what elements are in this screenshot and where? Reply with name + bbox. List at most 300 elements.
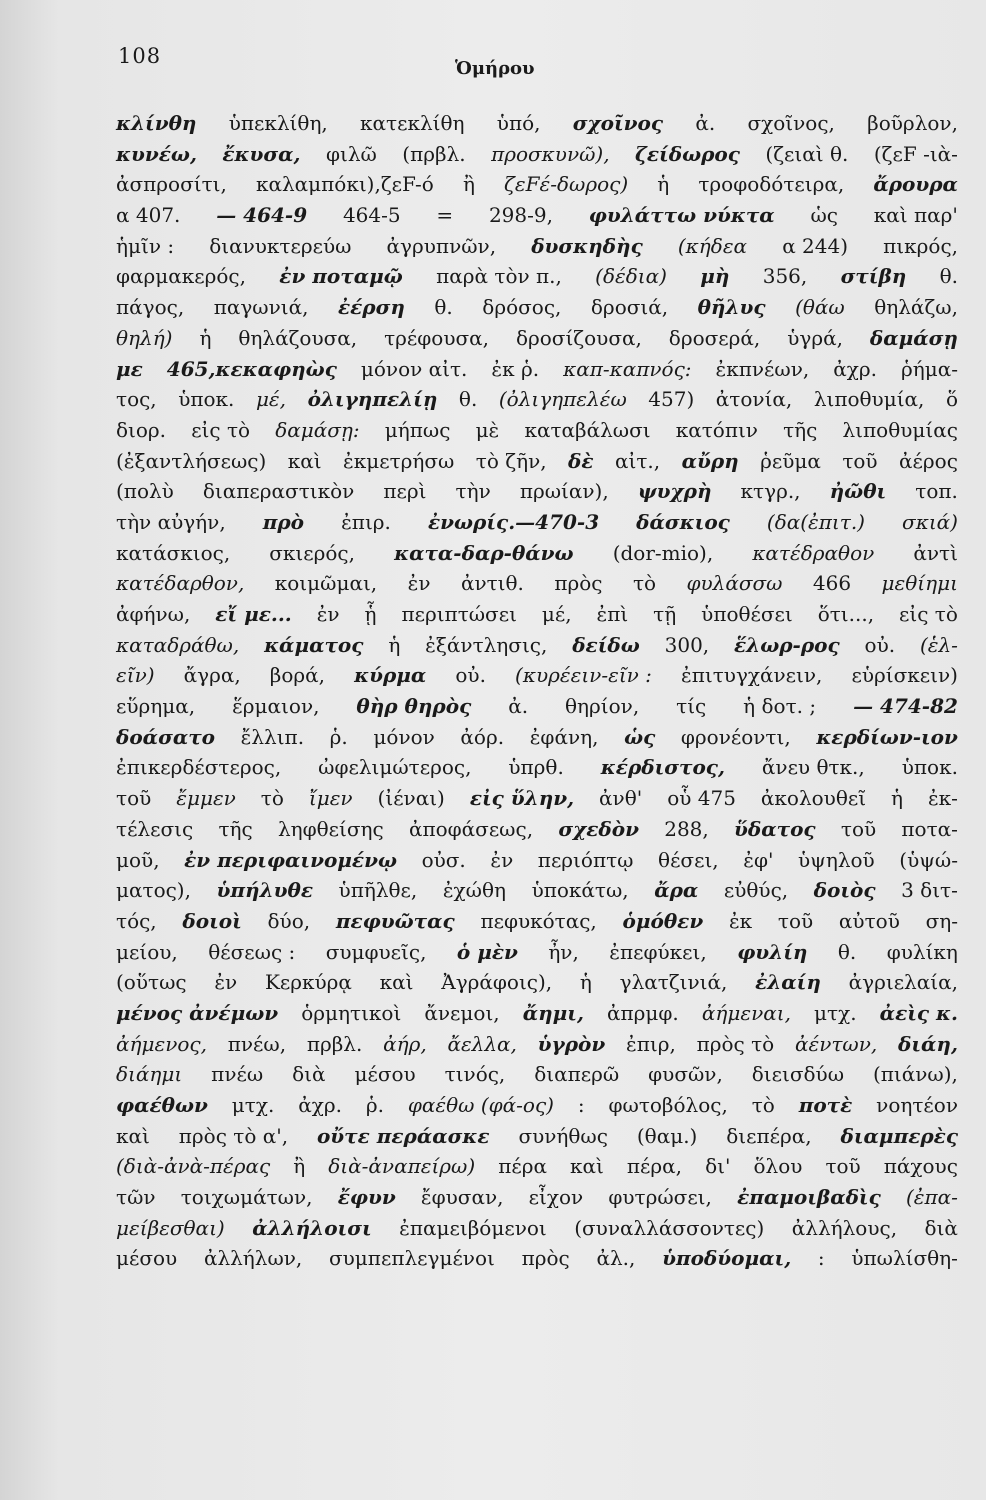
text-word: διανυκτερεύω <box>209 233 352 258</box>
text-word: ἀποφάσεως, <box>408 816 534 841</box>
text-word: τοιχωμάτων, <box>180 1185 313 1210</box>
text-word: οὗ 475 <box>667 786 736 811</box>
text-word: διὰ-ἀναπείρω) <box>328 1154 476 1179</box>
lemma-word: ἄρα <box>654 878 699 903</box>
lemma-word: 465,κεκαφηὼς <box>166 356 337 381</box>
text-word: προσκυνῶ), <box>491 141 610 166</box>
text-word: (ἐπα- <box>905 1185 958 1210</box>
text-word: μεθίημι <box>881 571 958 596</box>
text-word: ἀήρ, <box>383 1031 427 1056</box>
text-word: ἀλλήλων, <box>203 1246 303 1271</box>
text-line <box>116 937 958 968</box>
lemma-word: δὲ <box>568 448 594 473</box>
text-word: καταβάλωσι <box>524 417 651 442</box>
text-word: ἄγρα, <box>183 663 241 688</box>
text-line <box>116 1243 958 1274</box>
text-word: γλατζινιά, <box>619 970 728 995</box>
text-word: ᾗ <box>364 602 377 626</box>
text-line <box>116 1182 958 1213</box>
text-line <box>116 722 958 753</box>
text-word: ἀπρμφ. <box>607 1000 679 1025</box>
text-word: ὅλου <box>753 1154 803 1179</box>
lemma-word: ὑπήλυθε <box>216 878 313 903</box>
text-line <box>116 998 958 1029</box>
text-word: εἰς τὸ <box>191 417 251 442</box>
lemma-word: φυλάττω νύκτα <box>588 203 775 228</box>
text-word: ἀφήνω, <box>116 602 191 626</box>
text-word: ἡ <box>657 172 670 197</box>
text-word: καὶ παρ' <box>873 203 958 228</box>
text-line <box>116 1121 958 1152</box>
text-line <box>116 1090 958 1121</box>
text-word: φυτρώσει, <box>608 1185 712 1210</box>
text-line <box>116 354 958 385</box>
lemma-word: δυσκηδὴς <box>531 233 643 258</box>
text-line <box>116 752 958 783</box>
text-word: ἢ <box>293 1154 306 1179</box>
text-word: ἀχρ. <box>298 1093 342 1117</box>
lemma-word: κλίνθη <box>116 111 197 135</box>
text-word: ἐχώθη <box>442 878 507 903</box>
lemma-word: κατα-δαρ-θάνω <box>394 540 574 565</box>
text-word: τῇ <box>653 602 677 626</box>
text-word: κατόπιν <box>675 417 758 442</box>
text-word: τίς <box>676 694 707 719</box>
text-word: δροσιά, <box>590 295 669 320</box>
text-word: 3 διτ- <box>901 878 958 903</box>
text-word: οὐσ. <box>421 847 466 872</box>
lemma-word: ἐνωρίς.—470-3 <box>427 509 600 534</box>
text-word: μείβεσθαι) <box>116 1215 225 1240</box>
text-word: ἀ. <box>508 694 529 719</box>
text-word: ὅ <box>945 387 958 412</box>
text-word: ὑποκ. <box>901 755 958 780</box>
text-word: τοῦ <box>777 908 814 933</box>
text-word: μτχ. <box>814 1000 857 1025</box>
text-word: ἐν <box>316 602 340 626</box>
text-word: ἀγριελαία, <box>848 970 958 995</box>
text-word: καὶ <box>287 448 322 473</box>
text-line <box>116 476 958 507</box>
text-word: ἀ. <box>695 111 716 135</box>
text-line <box>116 169 958 200</box>
lemma-word: πεφυῶτας <box>335 908 455 933</box>
text-word: Κερκύρᾳ <box>264 970 352 995</box>
text-word: ὑποκ. <box>178 387 235 412</box>
text-word: 356, <box>762 264 808 289</box>
lemma-word: ἄρουρα <box>873 172 958 197</box>
lemma-word: ἄημι, <box>522 1000 584 1025</box>
text-word: ἐπιτυγχάνειν, <box>681 663 823 688</box>
lemma-word: — 474-82 <box>853 694 958 719</box>
text-word: ποτα- <box>901 816 958 841</box>
text-word: ὁρμητικοὶ <box>301 1000 402 1025</box>
text-word: ἀγρυπνῶν, <box>386 233 497 258</box>
text-word: (ἰέναι) <box>377 786 445 811</box>
text-word: ἀχρ. <box>833 356 877 381</box>
lemma-word: θὴρ θηρὸς <box>356 694 472 719</box>
text-word: τος, <box>116 387 157 412</box>
text-word: ὑποκάτω, <box>531 878 629 903</box>
lemma-word: σχεδὸν <box>558 816 639 841</box>
text-line <box>116 691 958 722</box>
text-word: ἀέρος <box>899 448 958 473</box>
lemma-word: δείδω <box>572 632 640 657</box>
lemma-word: εἰς ὕλην, <box>469 786 575 811</box>
text-word: φυλάσσω <box>686 571 783 596</box>
text-word: 464-5 <box>342 203 401 228</box>
text-line <box>116 292 958 323</box>
text-word: ὑγρά, <box>787 325 843 350</box>
text-line <box>116 568 958 599</box>
lemma-word: ἐλαίη <box>755 970 821 995</box>
text-word: τὴν αὐγήν, <box>116 509 226 534</box>
text-word: δροσερά, <box>668 325 761 350</box>
text-word: ἕρμαιον, <box>232 694 320 719</box>
text-word: ἀόρ. <box>460 724 505 749</box>
text-word: α 407. <box>116 203 181 228</box>
lemma-word: ἐν περιφαινομένῳ <box>184 847 397 872</box>
text-word: (θαμ.) <box>636 1123 698 1148</box>
text-word: τροφοδότειρα, <box>698 172 845 197</box>
text-line <box>116 323 958 354</box>
text-line <box>116 261 958 292</box>
text-line <box>116 231 958 262</box>
text-word: κοιμῶμαι, <box>274 571 378 596</box>
text-word: ἴμεν <box>308 786 353 811</box>
commentary-text <box>116 108 958 1274</box>
text-word: πάγος, <box>116 295 185 320</box>
text-word: θ. <box>939 264 958 289</box>
text-word: τῆς <box>218 816 253 841</box>
text-word: δύο, <box>267 908 311 933</box>
text-word: εὕρημα, <box>116 694 196 719</box>
text-word: (ἑλ- <box>919 632 958 657</box>
lemma-word: ὁ μὲν <box>456 939 518 964</box>
lemma-word: ὕδατος <box>734 816 816 841</box>
text-word: πικρός, <box>883 233 958 258</box>
text-word: ἀλλήλους, <box>791 1215 898 1240</box>
lemma-word: ὀλιγηπελίῃ <box>307 387 438 412</box>
text-word: δαμάσῃ: <box>275 417 360 442</box>
text-word: τὴν <box>455 479 491 504</box>
text-word: κτγρ., <box>740 479 801 504</box>
text-word: μοῦ, <box>116 847 160 872</box>
text-word: ἐφάνη, <box>529 724 599 749</box>
text-word: τὸ <box>632 571 657 596</box>
text-word: τῶν <box>116 1185 156 1210</box>
text-word: τὸ ζῆν, <box>475 448 547 473</box>
text-word: περιπτώσει <box>401 602 517 626</box>
text-word: ἄελλα, <box>447 1031 517 1056</box>
text-word: ὑπρθ. <box>508 755 564 780</box>
text-word: διάημι <box>116 1062 183 1087</box>
text-word: πνέω <box>211 1062 264 1087</box>
text-word: : <box>577 1093 585 1117</box>
text-word: πέρα, <box>626 1154 683 1179</box>
text-word: 466 <box>812 571 852 596</box>
running-head: Ὁμήρου <box>455 58 535 79</box>
text-word: ἀντὶ <box>913 540 958 565</box>
text-word: ῥήμα- <box>900 356 958 381</box>
lemma-word: κυνέω, <box>116 141 197 166</box>
text-word: οὐ. <box>455 663 486 688</box>
text-word: (συναλλάσσοντες) <box>574 1215 765 1240</box>
text-word: = <box>436 203 454 228</box>
text-word: κατάσκιος, <box>116 540 231 565</box>
text-word: πάχους <box>883 1154 958 1179</box>
text-line <box>116 384 958 415</box>
text-word: μέσου <box>354 1062 416 1087</box>
text-line <box>116 200 958 231</box>
lemma-word: — 464-9 <box>216 203 308 228</box>
text-line <box>116 538 958 569</box>
text-word: 288, <box>664 816 709 841</box>
text-word: τινός, <box>444 1062 506 1087</box>
text-word: θηρίον, <box>565 694 640 719</box>
lemma-word: ἐν ποταμῷ <box>279 264 403 289</box>
text-word: σχοῖνος, <box>747 111 835 135</box>
text-word: ὑπωλίσθη- <box>851 1246 958 1271</box>
text-word: καὶ <box>379 970 414 995</box>
text-word: περὶ <box>383 479 427 504</box>
text-word: : <box>817 1246 825 1271</box>
text-word: αὐτοῦ <box>838 908 900 933</box>
text-word: (ἐξαντλήσεως) <box>116 448 267 473</box>
text-word: ῥ. <box>329 724 348 749</box>
text-word: τοῦ <box>825 1154 861 1179</box>
text-word: μόνον αἰτ. <box>360 356 468 381</box>
text-word: ἐπεφύκει, <box>609 939 707 964</box>
text-word: Ἀγράφοις), <box>441 970 553 995</box>
text-word: ἡ δοτ. ; <box>743 694 817 719</box>
text-word: φυλίκη <box>886 939 958 964</box>
text-word: ἀνθ' <box>599 786 643 811</box>
text-word: ἀσπροσίτι, <box>116 172 227 197</box>
lemma-word: ζείδωρος <box>635 141 740 166</box>
text-word: ὑπῆλθε, <box>338 878 418 903</box>
text-word: σκιερός, <box>269 540 355 565</box>
text-line <box>116 1059 958 1090</box>
lemma-word: ἔκυσα, <box>222 141 301 166</box>
text-line <box>116 108 958 139</box>
lemma-word: κύρμα <box>354 663 427 688</box>
text-word: τρέφουσα, <box>384 325 489 350</box>
text-word: ὑπεκλίθη, <box>228 111 328 135</box>
text-line <box>116 507 958 538</box>
lemma-word: εἴ με... <box>215 602 292 626</box>
text-word: τὸ <box>260 786 284 811</box>
text-word: ἔλλιπ. <box>240 724 305 749</box>
text-word: πνέω, <box>227 1031 287 1056</box>
lemma-word: ἀεὶς κ. <box>879 1000 958 1025</box>
text-word: καταδράθω, <box>116 632 240 657</box>
text-word: νοητέον <box>876 1093 958 1117</box>
lemma-word: ποτὲ <box>798 1093 853 1117</box>
lemma-word: διαμπερὲς <box>840 1123 958 1148</box>
text-word: πρὸς τὸ α', <box>178 1123 289 1148</box>
text-word: θηλάζω, <box>874 295 958 320</box>
text-word: πρὸς τὸ <box>696 1031 775 1056</box>
lemma-word: ὑγρὸν <box>537 1031 606 1056</box>
lemma-word: αὔρη <box>681 448 739 473</box>
text-word: ῥεῦμα <box>760 448 821 473</box>
text-word: ἔμμεν <box>176 786 236 811</box>
text-line <box>116 1029 958 1060</box>
text-word: θηλή) <box>116 325 173 350</box>
text-word: ἐπιρ, <box>626 1031 676 1056</box>
text-word: ἐπικερδέστερος, <box>116 755 282 780</box>
text-line <box>116 630 958 661</box>
text-word: φωτοβόλος, <box>608 1093 728 1117</box>
lemma-word: διάη, <box>898 1031 958 1056</box>
text-word: τὸ <box>751 1093 775 1117</box>
text-word: ληφθείσης <box>277 816 384 841</box>
text-line <box>116 660 958 691</box>
page-number: 108 <box>118 44 162 68</box>
text-word: (πολὺ <box>116 479 174 504</box>
lemma-word: πρὸ <box>262 509 305 534</box>
text-word: ἀήμενος, <box>116 1031 207 1056</box>
text-word: θ. <box>837 939 857 964</box>
text-word: φιλῶ <box>325 141 377 166</box>
text-word: σκιά) <box>902 509 958 534</box>
text-word: εἰς τὸ <box>899 602 958 626</box>
text-word: πρβλ. <box>306 1031 363 1056</box>
text-word: πέρα <box>498 1154 547 1179</box>
lemma-word: ἠῶθι <box>829 479 887 504</box>
text-word: ἄνεμοι, <box>424 1000 500 1025</box>
text-word: διὰ <box>292 1062 326 1087</box>
lemma-word: φαέθων <box>116 1093 208 1117</box>
lemma-word: ἐέρση <box>337 295 405 320</box>
text-line <box>116 814 958 845</box>
text-word: 300, <box>664 632 710 657</box>
text-word: ἀλ., <box>596 1246 636 1271</box>
text-word: ἐν <box>490 847 514 872</box>
text-word: (dor-mio), <box>612 540 714 565</box>
lemma-word: ὁμόθεν <box>622 908 704 933</box>
text-line <box>116 415 958 446</box>
text-word: καπ-καπνός: <box>563 356 692 381</box>
text-word: δι' <box>705 1154 731 1179</box>
text-word: μέσου <box>116 1246 178 1271</box>
text-word: ὑποθέσει <box>701 602 793 626</box>
text-word: διὰ <box>924 1215 958 1240</box>
text-word: ἡ <box>199 325 212 350</box>
text-word: ἀέντων, <box>794 1031 878 1056</box>
text-word: ἐκ- <box>927 786 958 811</box>
text-word: φαέθω (φά-ος) <box>407 1093 554 1117</box>
lemma-word: μὴ <box>700 264 730 289</box>
lemma-word: ψυχρὴ <box>637 479 712 504</box>
lemma-word: θῆλυς <box>697 295 766 320</box>
text-word: διαπερῶ <box>534 1062 620 1087</box>
lemma-word: στίβη <box>840 264 907 289</box>
text-word: πρωίαν), <box>519 479 609 504</box>
text-word: ἀκολουθεῖ <box>760 786 867 811</box>
text-word: οὐ. <box>864 632 896 657</box>
lemma-word: κέρδιστος, <box>600 755 725 780</box>
lemma-word: σχοῖνος <box>572 111 664 135</box>
text-word: κατέδαρθον, <box>116 571 245 596</box>
text-word: 298-9, <box>488 203 553 228</box>
text-word: διορ. <box>116 417 167 442</box>
text-word: παγωνιά, <box>213 295 309 320</box>
text-word: ζεFέ-δωρος) <box>504 172 629 197</box>
text-word: ἐν <box>407 571 431 596</box>
text-word: ἐκπνέων, <box>715 356 810 381</box>
lemma-word: με <box>116 356 143 381</box>
text-word: λιποθυμίας <box>842 417 958 442</box>
lemma-word: κερδίων-ιον <box>816 724 958 749</box>
text-word: ὠφελιμώτερος, <box>318 755 472 780</box>
text-word: μτχ. <box>231 1093 275 1117</box>
text-word: δρόσος, <box>482 295 562 320</box>
lemma-word: ὑποδύομαι, <box>662 1246 792 1271</box>
text-word: διαπεραστικὸν <box>202 479 355 504</box>
text-line <box>116 783 958 814</box>
text-word: (ζειαὶ θ. <box>765 141 849 166</box>
text-word: εἶχον <box>528 1185 584 1210</box>
text-word: εὑρίσκειν) <box>851 663 958 688</box>
text-word: (δα(ἐπιτ.) <box>766 509 865 534</box>
text-word: καλαμπόκι),ζεF-ό <box>255 172 434 197</box>
text-word: ἐφ' <box>743 847 774 872</box>
text-word: φρονέοντι, <box>680 724 791 749</box>
text-word: καὶ <box>570 1154 604 1179</box>
text-word: ἐπιρ. <box>341 509 391 534</box>
text-word: ἀήμεναι, <box>701 1000 791 1025</box>
text-word: θέσεως : <box>208 939 296 964</box>
text-line <box>116 599 958 630</box>
lemma-word: ἐπαμοιβαδὶς <box>737 1185 881 1210</box>
text-word: ἦν, <box>548 939 579 964</box>
text-word: (κυρέειν-εῖν : <box>515 663 652 688</box>
text-word: μόνον <box>373 724 435 749</box>
text-word: βορά, <box>269 663 326 688</box>
text-word: παρὰ τὸν π., <box>436 264 562 289</box>
text-word: (πρβλ. <box>402 141 466 166</box>
text-word: ἐν <box>214 970 238 995</box>
text-word: μέ, <box>255 387 287 412</box>
text-word: κατεκλίθη <box>360 111 465 135</box>
text-word: θηλάζουσα, <box>238 325 358 350</box>
text-word: α 244) <box>782 233 849 258</box>
text-word: ἐξάντλησις, <box>425 632 548 657</box>
text-word: συμπεπλεγμένοι <box>329 1246 495 1271</box>
text-word: θέσει, <box>658 847 719 872</box>
text-word: ἡ <box>388 632 401 657</box>
lemma-word: δοάσατο <box>116 724 216 749</box>
text-word: 457) <box>648 387 695 412</box>
text-line <box>116 967 958 998</box>
text-word: θ. <box>458 387 478 412</box>
text-word: τέλεσις <box>116 816 194 841</box>
text-word: διεπέρα, <box>726 1123 812 1148</box>
text-word: εῖν) <box>116 663 155 688</box>
text-word: ἐκ ῥ. <box>491 356 540 381</box>
text-line <box>116 1213 958 1244</box>
text-word: τοπ. <box>915 479 958 504</box>
text-word: (διὰ-ἀνὰ-πέρας <box>116 1154 271 1179</box>
text-word: ἐπαμειβόμενοι <box>399 1215 547 1240</box>
text-word: περιόπτῳ <box>537 847 634 872</box>
text-word: πρὸς <box>521 1246 570 1271</box>
text-word: ση- <box>925 908 958 933</box>
text-word: λιποθυμία, <box>813 387 925 412</box>
text-word: μὲ <box>475 417 500 442</box>
